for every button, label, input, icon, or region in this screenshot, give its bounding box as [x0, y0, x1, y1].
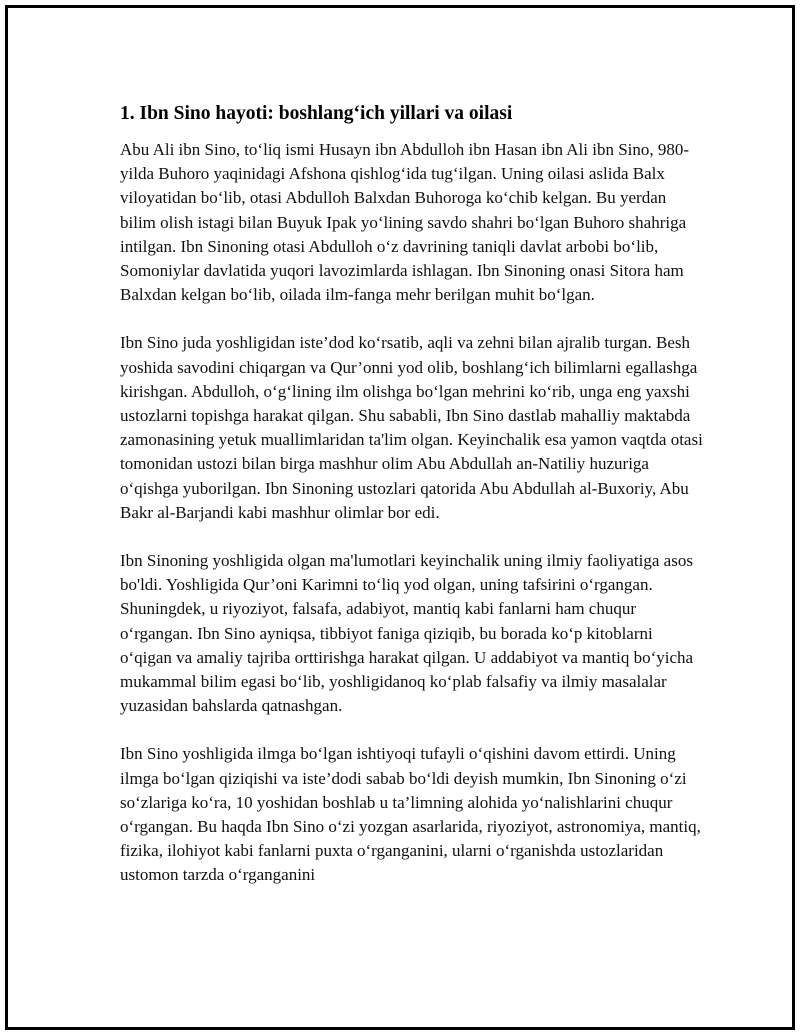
paragraph-3: Ibn Sinoning yoshligida olgan ma'lumotlari keyinchalik uning ilmiy faoliyatiga asos bo'ldi. Yoshligida Qur’oni Karimni to‘liq yod olgan, uning tafsirini o‘rgangan. Shuningdek, u riyoziyot, falsafa, adabiyot, mantiq kabi fanlarni ham chuqur o‘rgangan. Ibn Sino ayniqsa, tibbiyot faniga qiziqib, bu borada ko‘p kitoblarni o‘qigan va amaliy tajriba orttirishga harakat qilgan. U addabiyot va mantiq bo‘yicha mukammal bilim egasi bo‘lib, yoshligidanoq ko‘plab falsafiy va ilmiy masalalar yuzasidan bahslarda qatnashgan.: [120, 551, 694, 716]
section-heading: 1. Ibn Sino hayoti: boshlang‘ich yillari va oilasi: [120, 103, 513, 124]
paragraph-4: Ibn Sino yoshligida ilmga bo‘lgan ishtiyoqi tufayli o‘qishini davom ettirdi. Uning ilmga bo‘lgan qiziqishi va iste’dodi sabab bo‘ldi deyish mumkin, Ibn Sinoning o‘zi so‘zlariga ko‘ra, 10 yoshidan boshlab u ta’limning alohida yo‘nalishlarini chuqur o‘rgangan. Bu haqda Ibn Sino o‘zi yozgan asarlarida, riyoziyot, astronomiya, mantiq, fizika, ilohiyot kabi fanlarni puxta o‘rganganini, ularni o‘rganishda ustozlaridan ustomon tarzda o‘rganganini: [120, 744, 701, 885]
paragraph-1: Abu Ali ibn Sino, to‘liq ismi Husayn ibn Abdulloh ibn Hasan ibn Ali ibn Sino, 980-yilda Buhoro yaqinidagi Afshona qishlog‘ida tug‘ilgan. Uning oilasi aslida Balx viloyatidan bo‘lib, otasi Abdulloh Balxdan Buhoroga ko‘chib kelgan. Bu yerdan bilim olish istagi bilan Buyuk Ipak yo‘lining savdo shahri bo‘lgan Buhoro shahriga intilgan. Ibn Sinoning otasi Abdulloh o‘z davrining taniqli davlat arbobi bo‘lib, Somoniylar davlatida yuqori lavozimlarda ishlagan. Ibn Sinoning onasi Sitora ham Balxdan kelgan bo‘lib, oilada ilm-fanga mehr berilgan muhit bo‘lgan.: [120, 140, 690, 305]
document-body: [120, 100, 705, 912]
page-frame: [5, 5, 795, 1030]
paragraph-2: Ibn Sino juda yoshligidan iste’dod ko‘rsatib, aqli va zehni bilan ajralib turgan. Besh yoshida savodini chiqargan va Qur’onni yod olib, boshlang‘ich bilimlarni egallashga kirishgan. Abdulloh, o‘g‘lining ilm olishga bo‘lgan mehrini ko‘rib, unga eng yaxshi ustozlarni topishga harakat qilgan. Shu sababli, Ibn Sino dastlab mahalliy maktabda zamonasining yetuk muallimlaridan ta'lim olgan. Keyinchalik esa yamon vaqtda otasi tomonidan ustozi bilan birga mashhur olim Abu Abdullah an-Natiliy huzuriga o‘qishga yuborilgan. Ibn Sinoning ustozlari qatorida Abu Abdullah al-Buxoriy, Abu Bakr al-Barjandi kabi mashhur olimlar bor edi.: [120, 333, 703, 522]
